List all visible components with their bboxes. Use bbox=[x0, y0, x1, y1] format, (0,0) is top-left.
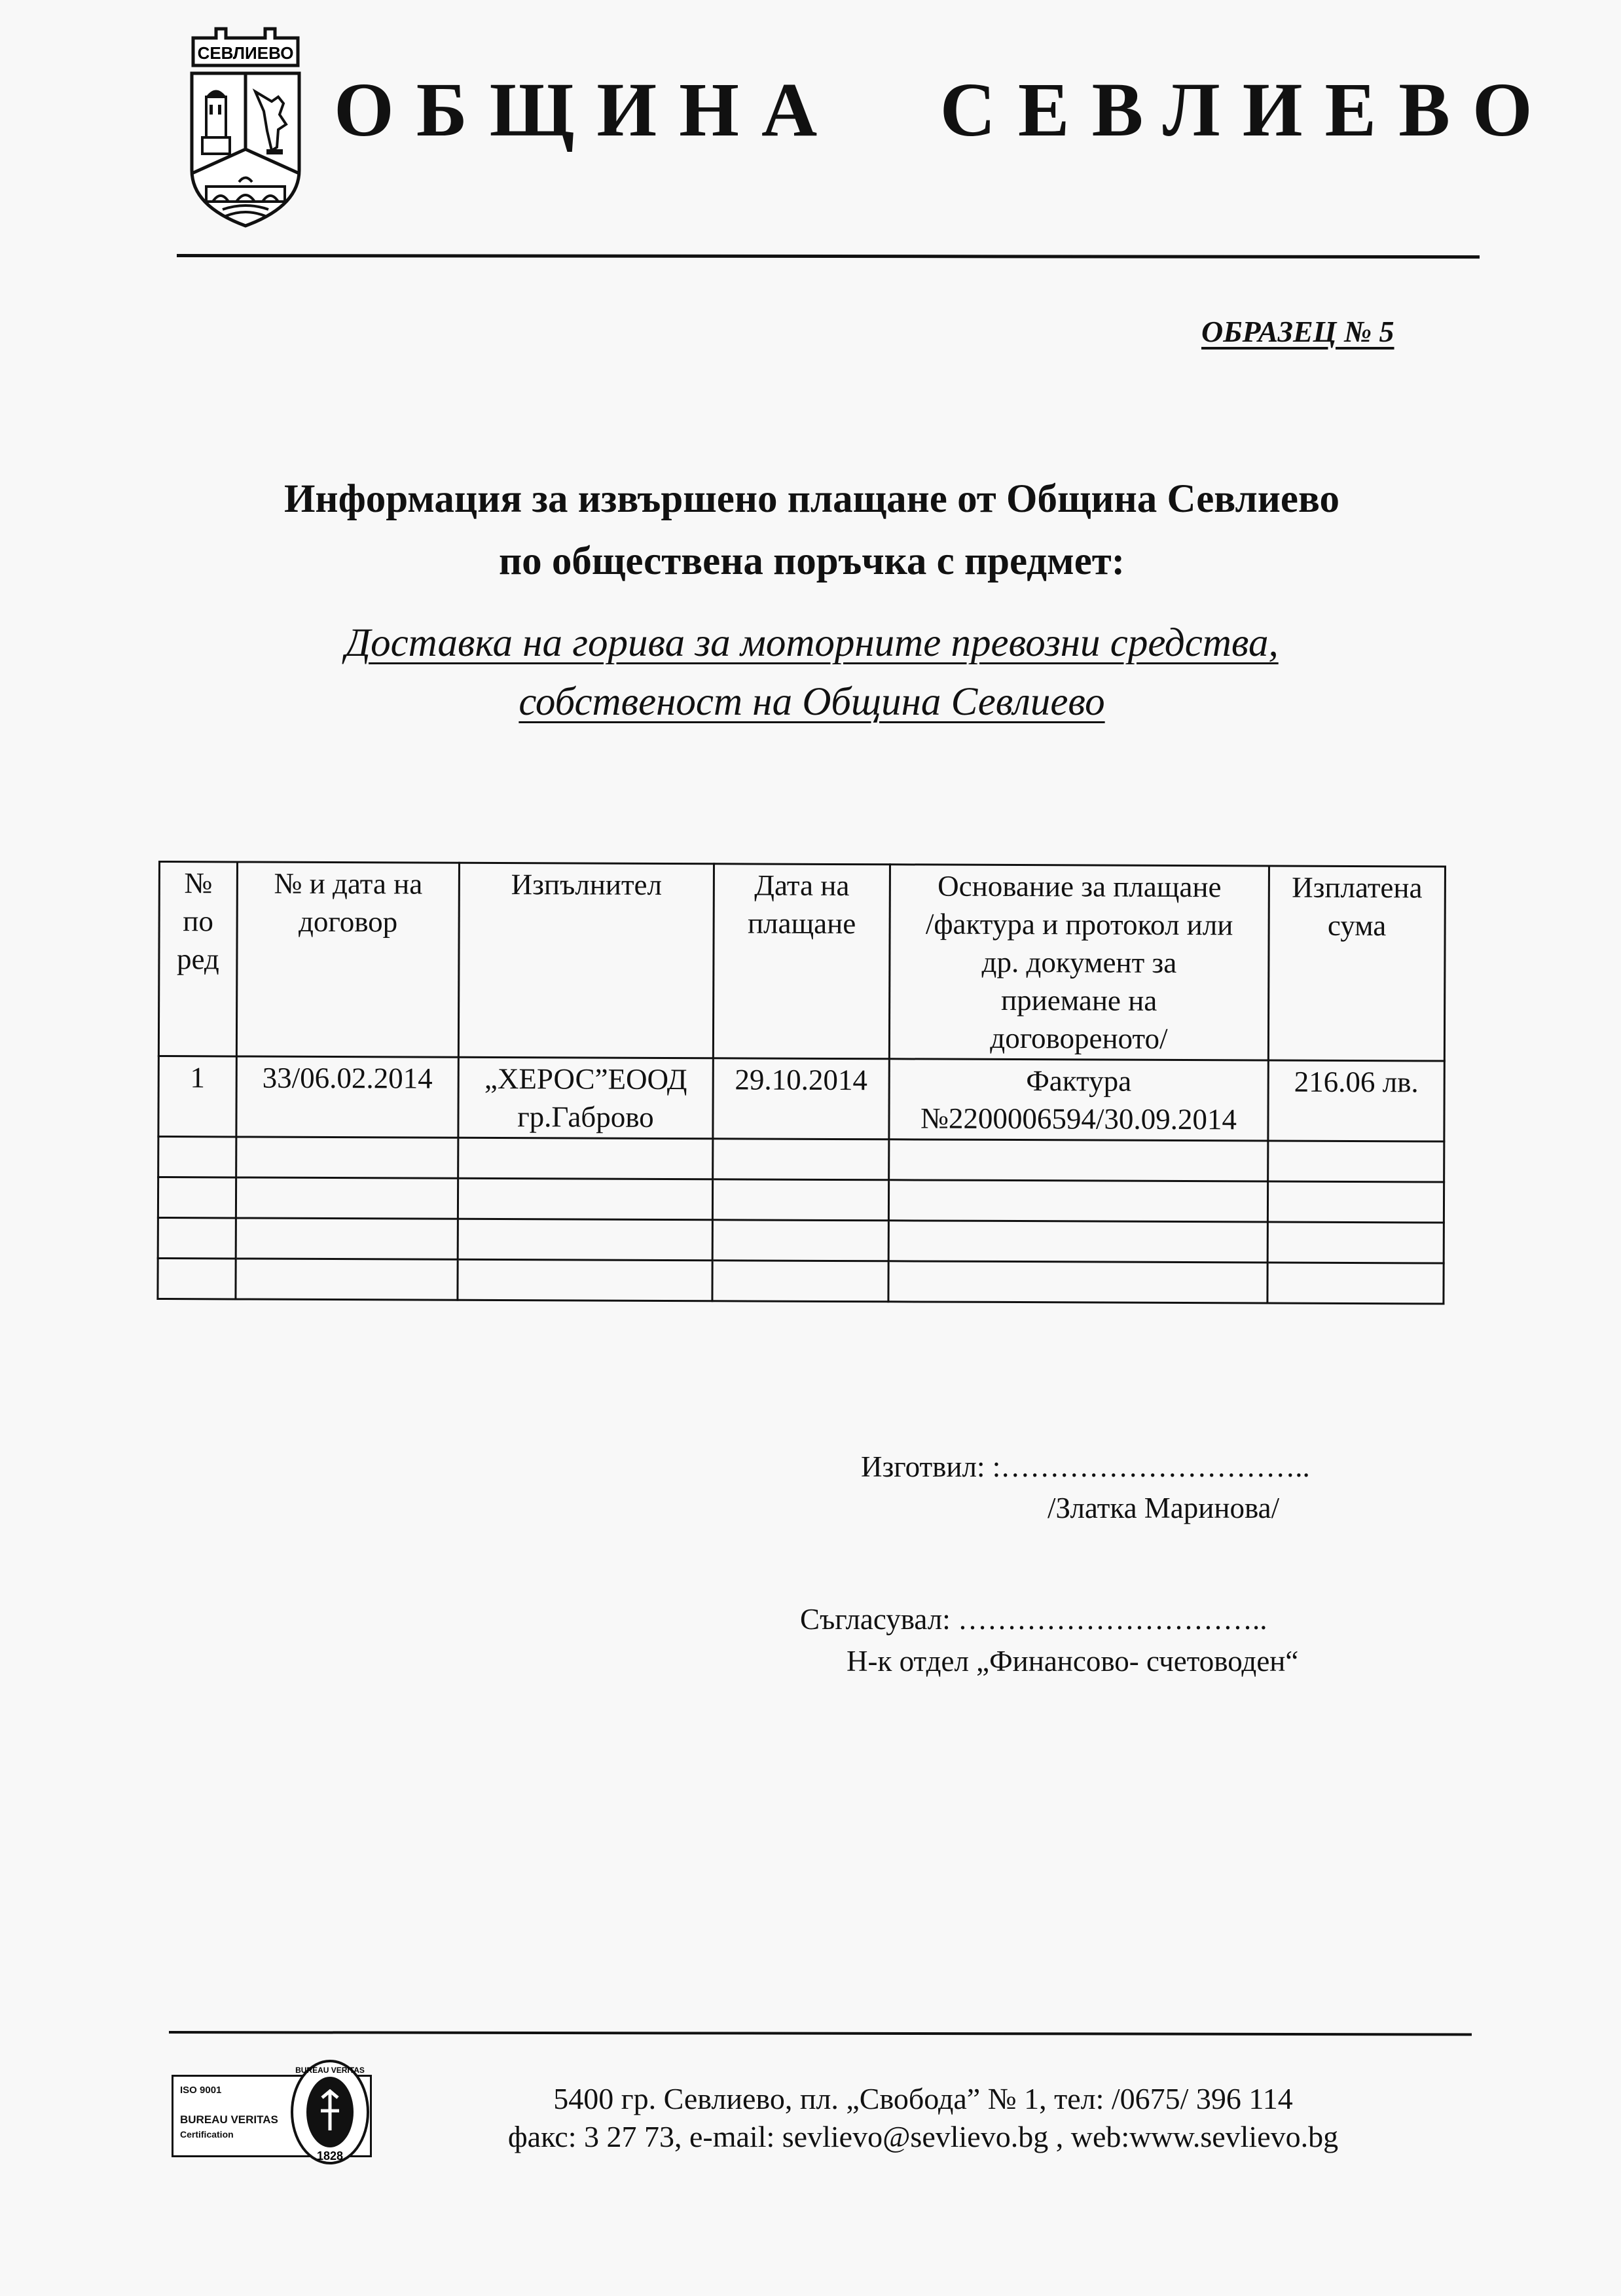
procurement-subject bbox=[157, 614, 1466, 732]
payments-table bbox=[156, 861, 1446, 1305]
cell-contract: 33/06.02.2014 bbox=[236, 1056, 458, 1138]
cert-organization: BUREAU VERITAS bbox=[180, 2113, 278, 2126]
header-contractor: Изпълнител bbox=[458, 863, 714, 1058]
table-row-empty bbox=[158, 1259, 1444, 1304]
empty-cell bbox=[158, 1218, 236, 1259]
crest-label: СЕВЛИЕВО bbox=[197, 43, 294, 63]
empty-cell bbox=[236, 1259, 458, 1300]
municipality-crest-logo bbox=[180, 26, 311, 229]
seal-text: BUREAU VERITAS bbox=[295, 2066, 365, 2075]
footer-contact-line: факс: 3 27 73, e-mail: sevlievo@sevlievo.bg , web:www.sevlievo.bg bbox=[507, 2120, 1339, 2153]
empty-cell bbox=[712, 1261, 888, 1302]
header-amount-paid: Изплатена сума bbox=[1268, 866, 1445, 1061]
empty-cell bbox=[1268, 1141, 1444, 1182]
cert-standard: ISO 9001 bbox=[180, 2085, 222, 2096]
empty-cell bbox=[1267, 1263, 1444, 1304]
empty-cell bbox=[236, 1177, 458, 1219]
approved-by-role: Н-к отдел „Финансово- счетоводен“ bbox=[847, 1645, 1299, 1677]
cert-subtitle: Certification bbox=[180, 2129, 234, 2140]
empty-cell bbox=[158, 1137, 236, 1177]
subject-line-1: Доставка на горива за моторните превозни средства, bbox=[345, 621, 1279, 665]
empty-cell bbox=[888, 1221, 1267, 1263]
empty-cell bbox=[713, 1139, 889, 1180]
empty-cell bbox=[158, 1259, 236, 1299]
empty-cell bbox=[1267, 1222, 1444, 1263]
empty-cell bbox=[458, 1259, 712, 1300]
empty-cell bbox=[712, 1179, 888, 1221]
empty-cell bbox=[236, 1218, 458, 1259]
empty-cell bbox=[712, 1220, 888, 1261]
sample-number-label: ОБРАЗЕЦ № 5 bbox=[1201, 315, 1394, 348]
title-word-sevlievo: СЕВЛИЕВО bbox=[939, 67, 1555, 152]
cell-amount: 216.06 лв. bbox=[1268, 1060, 1444, 1141]
footer-contacts bbox=[393, 2080, 1453, 2156]
table-row-empty bbox=[158, 1137, 1444, 1183]
cell-payment-date: 29.10.2014 bbox=[713, 1058, 889, 1139]
empty-cell bbox=[236, 1137, 458, 1178]
header-payment-basis: Основание за плащане /фактура и протокол или др. документ за приемане на договореното/ bbox=[889, 865, 1269, 1060]
seal-year: 1828 bbox=[316, 2149, 344, 2162]
table-row-empty bbox=[158, 1218, 1444, 1264]
table-header-row bbox=[158, 862, 1445, 1062]
header-row-number: № по ред bbox=[158, 862, 237, 1056]
empty-cell bbox=[158, 1177, 236, 1218]
iso-certification-badge bbox=[172, 2058, 381, 2176]
prepared-by-line: Изготвил: :………………………….. bbox=[861, 1450, 1310, 1483]
table-row-empty bbox=[158, 1177, 1444, 1223]
empty-cell bbox=[458, 1178, 712, 1219]
heading-line-2: по обществена поръчка с предмет: bbox=[498, 539, 1125, 583]
heading-line-1: Информация за извършено плащане от Община Севлиево bbox=[283, 477, 1339, 521]
table-row bbox=[158, 1056, 1444, 1142]
empty-cell bbox=[888, 1180, 1267, 1222]
footer-address-line: 5400 гр. Севлиево, пл. „Свобода” № 1, тел: /0675/ 396 114 bbox=[553, 2082, 1293, 2115]
document-heading bbox=[157, 468, 1466, 592]
footer-divider bbox=[169, 2031, 1472, 2036]
cell-contractor: „ХЕРОС”ЕООД гр.Габрово bbox=[458, 1057, 713, 1138]
bureau-veritas-seal-icon bbox=[289, 2058, 371, 2166]
prepared-by-name: /Златка Маринова/ bbox=[1047, 1492, 1280, 1524]
approved-by-line: Съгласувал: ………………………….. bbox=[800, 1603, 1267, 1636]
header-payment-date: Дата на плащане bbox=[713, 864, 890, 1059]
tower-icon bbox=[202, 90, 230, 154]
empty-cell bbox=[888, 1261, 1267, 1303]
empty-cell bbox=[1267, 1181, 1444, 1223]
header-contract: № и дата на договор bbox=[236, 862, 459, 1057]
header-divider bbox=[177, 254, 1480, 259]
empty-cell bbox=[889, 1139, 1268, 1181]
municipality-title bbox=[334, 65, 1555, 154]
cell-row-number: 1 bbox=[158, 1056, 236, 1137]
cell-payment-basis: Фактура №2200006594/30.09.2014 bbox=[889, 1059, 1268, 1141]
subject-line-2: собственост на Община Севлиево bbox=[519, 680, 1105, 724]
empty-cell bbox=[458, 1138, 713, 1179]
empty-cell bbox=[458, 1219, 712, 1260]
title-word-municipality: ОБЩИНА bbox=[334, 67, 840, 152]
